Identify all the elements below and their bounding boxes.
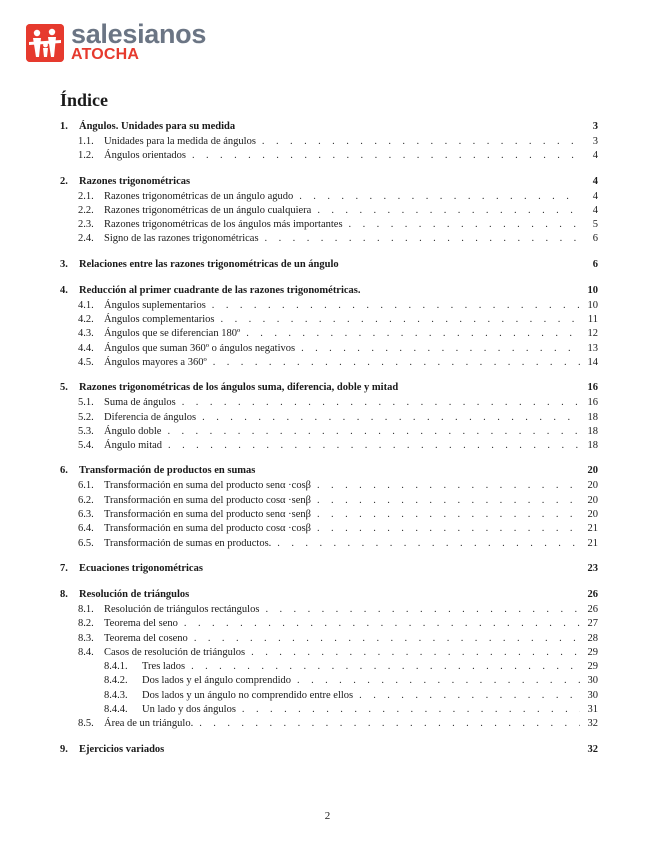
toc-leader-dots [297, 675, 580, 686]
toc-leader-dots [317, 205, 580, 216]
toc-section [60, 382, 598, 454]
toc-entry-page: 18 [587, 411, 598, 423]
toc-subsection-entry[interactable] [60, 538, 598, 552]
table-of-contents [60, 121, 598, 770]
toc-entry-title: Razones trigonométricas de los ángulos más importantes [104, 219, 343, 231]
toc-subsection-entry[interactable] [60, 205, 598, 219]
toc-subsection-entry[interactable] [60, 633, 598, 647]
toc-subsection-entry[interactable] [60, 412, 598, 426]
toc-entry-page: 10 [587, 284, 598, 296]
toc-entry-title: Ejercicios variados [79, 743, 165, 755]
toc-entry-number: 5.3. [78, 425, 94, 437]
toc-entry-page: 30 [587, 675, 598, 687]
toc-section-entry[interactable] [60, 259, 598, 274]
toc-entry-number: 2.4. [78, 233, 94, 245]
logo-figures-icon-svg [26, 24, 64, 62]
toc-entry-page: 28 [587, 632, 598, 644]
toc-subsection-entry[interactable] [60, 718, 598, 732]
toc-subsubsection-entry[interactable] [60, 661, 598, 675]
toc-entry-title: Dos lados y el ángulo comprendido [142, 675, 292, 687]
toc-leader-dots [202, 412, 580, 423]
toc-entry-number: 2.2. [78, 204, 94, 216]
toc-entry-number: 6.1. [78, 480, 94, 492]
toc-entry-number: 8.5. [78, 718, 94, 730]
toc-entry-number: 5.4. [78, 440, 94, 452]
toc-subsection-entry[interactable] [60, 397, 598, 411]
toc-entry-number: 8. [60, 588, 68, 600]
toc-leader-dots [246, 328, 580, 339]
toc-leader-dots [251, 647, 580, 658]
toc-subsubsection-entry[interactable] [60, 675, 598, 689]
toc-entry-number: 6. [60, 465, 68, 477]
toc-leader-dots [317, 495, 580, 506]
toc-leader-dots [277, 538, 580, 549]
toc-section [60, 744, 598, 759]
toc-entry-number: 5.2. [78, 411, 94, 423]
toc-entry-title: Casos de resolución de triángulos [104, 646, 246, 658]
toc-entry-number: 8.4.2. [104, 675, 128, 687]
toc-entry-page: 29 [587, 646, 598, 658]
toc-entry-title: Teorema del coseno [104, 632, 188, 644]
toc-section [60, 465, 598, 551]
logo-text [71, 19, 207, 63]
toc-section [60, 563, 598, 578]
toc-leader-dots [213, 357, 580, 368]
toc-entry-title: Un lado y dos ángulos [142, 704, 236, 716]
toc-leader-dots [317, 523, 580, 534]
toc-entry-number: 1.2. [78, 150, 94, 162]
toc-section-entry[interactable] [60, 589, 598, 604]
toc-entry-title: Teorema del seno [104, 618, 178, 630]
toc-entry-title: Ángulos mayores a 360º [104, 356, 207, 368]
toc-entry-number: 6.3. [78, 509, 94, 521]
toc-leader-dots [192, 150, 580, 161]
toc-entry-title: Transformación en suma del producto cosα ·senβ [104, 494, 311, 506]
toc-entry-number: 4. [60, 284, 68, 296]
toc-subsection-entry[interactable] [60, 300, 598, 314]
toc-entry-page: 20 [587, 465, 598, 477]
toc-entry-number: 8.4.1. [104, 661, 128, 673]
toc-leader-dots [265, 604, 580, 615]
toc-entry-title: Resolución de triángulos rectángulos [104, 603, 260, 615]
toc-section-entry[interactable] [60, 465, 598, 480]
toc-leader-dots [265, 233, 580, 244]
toc-subsection-entry[interactable] [60, 136, 598, 150]
toc-leader-dots [242, 704, 580, 715]
toc-entry-number: 2. [60, 175, 68, 187]
toc-entry-page: 11 [587, 314, 598, 326]
toc-entry-title: Razones trigonométricas de los ángulos suma, diferencia, doble y mitad [79, 382, 399, 394]
logo-subtitle: ATOCHA [71, 46, 140, 63]
toc-leader-dots [182, 397, 580, 408]
toc-subsection-entry[interactable] [60, 523, 598, 537]
toc-entry-title: Relaciones entre las razones trigonométricas de un ángulo [79, 258, 339, 270]
toc-entry-number: 5. [60, 382, 68, 394]
toc-entry-number: 8.3. [78, 632, 94, 644]
toc-entry-number: 4.3. [78, 328, 94, 340]
toc-entry-title: Transformación en suma del producto cosα ·cosβ [104, 523, 311, 535]
toc-entry-number: 1.1. [78, 136, 94, 147]
toc-entry-number: 3. [60, 258, 68, 270]
toc-entry-page: 32 [587, 743, 598, 755]
toc-entry-page: 4 [592, 204, 598, 216]
toc-section-entry[interactable] [60, 382, 598, 397]
toc-entry-page: 16 [587, 382, 598, 394]
toc-section [60, 285, 598, 371]
toc-entry-number: 2.1. [78, 190, 94, 202]
toc-entry-page: 12 [587, 328, 598, 340]
toc-entry-page: 26 [587, 603, 598, 615]
toc-entry-number: 4.2. [78, 314, 94, 326]
toc-subsection-entry[interactable] [60, 328, 598, 342]
toc-entry-number: 4.4. [78, 342, 94, 354]
toc-leader-dots [212, 300, 580, 311]
toc-leader-dots [194, 633, 580, 644]
toc-entry-number: 8.1. [78, 603, 94, 615]
toc-section-entry[interactable] [60, 285, 598, 300]
toc-entry-title: Razones trigonométricas de un ángulo cualquiera [104, 204, 312, 216]
toc-entry-page: 23 [587, 562, 598, 574]
logo-figures-icon [26, 24, 64, 62]
toc-entry-title: Ángulos que suman 360º o ángulos negativos [104, 342, 296, 354]
toc-subsubsection-entry[interactable] [60, 690, 598, 704]
toc-subsection-entry[interactable] [60, 618, 598, 632]
toc-entry-title: Razones trigonométricas de un ángulo agudo [104, 190, 294, 202]
toc-subsection-entry[interactable] [60, 495, 598, 509]
toc-section [60, 589, 598, 733]
toc-entry-title: Dos lados y un ángulo no comprendido entre ellos [142, 689, 354, 701]
toc-section [60, 259, 598, 274]
toc-subsection-entry[interactable] [60, 343, 598, 357]
toc-entry-number: 6.5. [78, 537, 94, 549]
toc-entry-number: 4.5. [78, 356, 94, 368]
toc-entry-page: 20 [587, 494, 598, 506]
toc-entry-number: 8.4. [78, 646, 94, 658]
toc-entry-title: Ángulos suplementarios [104, 299, 206, 311]
toc-subsection-entry[interactable] [60, 426, 598, 440]
toc-entry-page: 5 [592, 219, 598, 231]
toc-section [60, 176, 598, 248]
toc-entry-title: Suma de ángulos [104, 397, 176, 409]
toc-section-entry[interactable] [60, 121, 598, 136]
toc-entry-page: 4 [592, 175, 598, 187]
toc-leader-dots [167, 426, 580, 437]
toc-entry-title: Ángulo mitad [104, 440, 163, 452]
toc-entry-page: 14 [587, 356, 598, 368]
toc-title: Índice [60, 90, 109, 110]
toc-entry-page: 21 [587, 523, 598, 535]
logo-name: salesianos [71, 19, 207, 49]
toc-entry-title: Ángulos. Unidades para su medida [79, 121, 236, 132]
toc-entry-title: Transformación de productos en sumas [79, 465, 256, 477]
toc-entry-page: 21 [587, 537, 598, 549]
toc-section [60, 121, 598, 165]
toc-subsection-entry[interactable] [60, 314, 598, 328]
toc-entry-title: Ángulos complementarios [104, 314, 215, 326]
toc-entry-page: 26 [587, 588, 598, 600]
toc-entry-number: 2.3. [78, 219, 94, 231]
toc-leader-dots [299, 191, 580, 202]
toc-entry-title: Transformación en suma del producto senα ·cosβ [104, 480, 311, 492]
toc-entry-title: Ecuaciones trigonométricas [79, 562, 203, 574]
toc-leader-dots [349, 219, 580, 230]
toc-entry-title: Transformación en suma del producto senα ·senβ [104, 509, 311, 521]
toc-entry-number: 7. [60, 562, 68, 574]
toc-subsection-entry[interactable] [60, 440, 598, 454]
toc-entry-number: 1. [60, 121, 68, 132]
toc-entry-number: 8.4.3. [104, 689, 128, 701]
toc-leader-dots [301, 343, 580, 354]
toc-entry-number: 6.2. [78, 494, 94, 506]
toc-subsection-entry[interactable] [60, 480, 598, 494]
toc-entry-title: Unidades para la medida de ángulos [104, 136, 256, 147]
toc-entry-page: 31 [587, 704, 598, 716]
toc-section-entry[interactable] [60, 176, 598, 191]
toc-section-entry[interactable] [60, 744, 598, 759]
toc-leader-dots [191, 661, 580, 672]
toc-entry-page: 29 [587, 661, 598, 673]
toc-entry-page: 18 [587, 425, 598, 437]
toc-entry-page: 3 [592, 136, 598, 147]
toc-entry-title: Ángulo doble [104, 425, 162, 437]
toc-subsubsection-entry[interactable] [60, 704, 598, 718]
toc-entry-number: 5.1. [78, 397, 94, 409]
toc-entry-page: 20 [587, 509, 598, 521]
toc-entry-title: Tres lados [142, 661, 186, 673]
toc-entry-title: Ángulos que se diferencian 180º [104, 328, 241, 340]
toc-subsection-entry[interactable] [60, 647, 598, 661]
toc-entry-page: 4 [592, 190, 598, 202]
toc-entry-page: 13 [587, 342, 598, 354]
toc-leader-dots [199, 718, 580, 729]
toc-subsection-entry[interactable] [60, 357, 598, 371]
toc-subsection-entry[interactable] [60, 219, 598, 233]
toc-entry-title: Reducción al primer cuadrante de las razones trigonométricas. [79, 284, 361, 296]
toc-entry-page: 16 [587, 397, 598, 409]
toc-entry-page: 6 [592, 258, 598, 270]
toc-leader-dots [184, 618, 580, 629]
toc-entry-page: 18 [587, 440, 598, 452]
toc-leader-dots [317, 480, 580, 491]
toc-leader-dots [317, 509, 580, 520]
toc-section-entry[interactable] [60, 563, 598, 578]
toc-entry-title: Resolución de triángulos [79, 588, 190, 600]
toc-entry-title: Área de un triángulo. [104, 718, 194, 730]
toc-entry-page: 3 [592, 121, 598, 132]
toc-entry-page: 32 [587, 718, 598, 730]
toc-entry-number: 8.2. [78, 618, 94, 630]
toc-leader-dots [359, 690, 580, 701]
toc-subsection-entry[interactable] [60, 233, 598, 247]
toc-entry-page: 20 [587, 480, 598, 492]
page-number: 2 [324, 810, 331, 822]
toc-entry-page: 30 [587, 689, 598, 701]
toc-leader-dots [262, 136, 580, 147]
toc-subsection-entry[interactable] [60, 509, 598, 523]
toc-entry-number: 9. [60, 743, 68, 755]
toc-entry-number: 6.4. [78, 523, 94, 535]
toc-entry-number: 8.4.4. [104, 704, 128, 716]
toc-leader-dots [168, 440, 580, 451]
toc-entry-title: Signo de las razones trigonométricas [104, 233, 259, 245]
toc-subsection-entry[interactable] [60, 150, 598, 164]
toc-entry-title: Ángulos orientados [104, 150, 186, 162]
toc-entry-title: Transformación de sumas en productos. [104, 537, 272, 549]
salesianos-logo [26, 19, 207, 63]
toc-entry-page: 6 [592, 233, 598, 245]
toc-entry-title: Razones trigonométricas [79, 175, 191, 187]
toc-entry-page: 10 [587, 299, 598, 311]
toc-entry-number: 4.1. [78, 299, 94, 311]
toc-entry-page: 4 [592, 150, 598, 162]
toc-subsection-entry[interactable] [60, 191, 598, 205]
toc-entry-title: Diferencia de ángulos [104, 411, 197, 423]
toc-entry-page: 27 [587, 618, 598, 630]
toc-leader-dots [221, 314, 580, 325]
toc-subsection-entry[interactable] [60, 604, 598, 618]
